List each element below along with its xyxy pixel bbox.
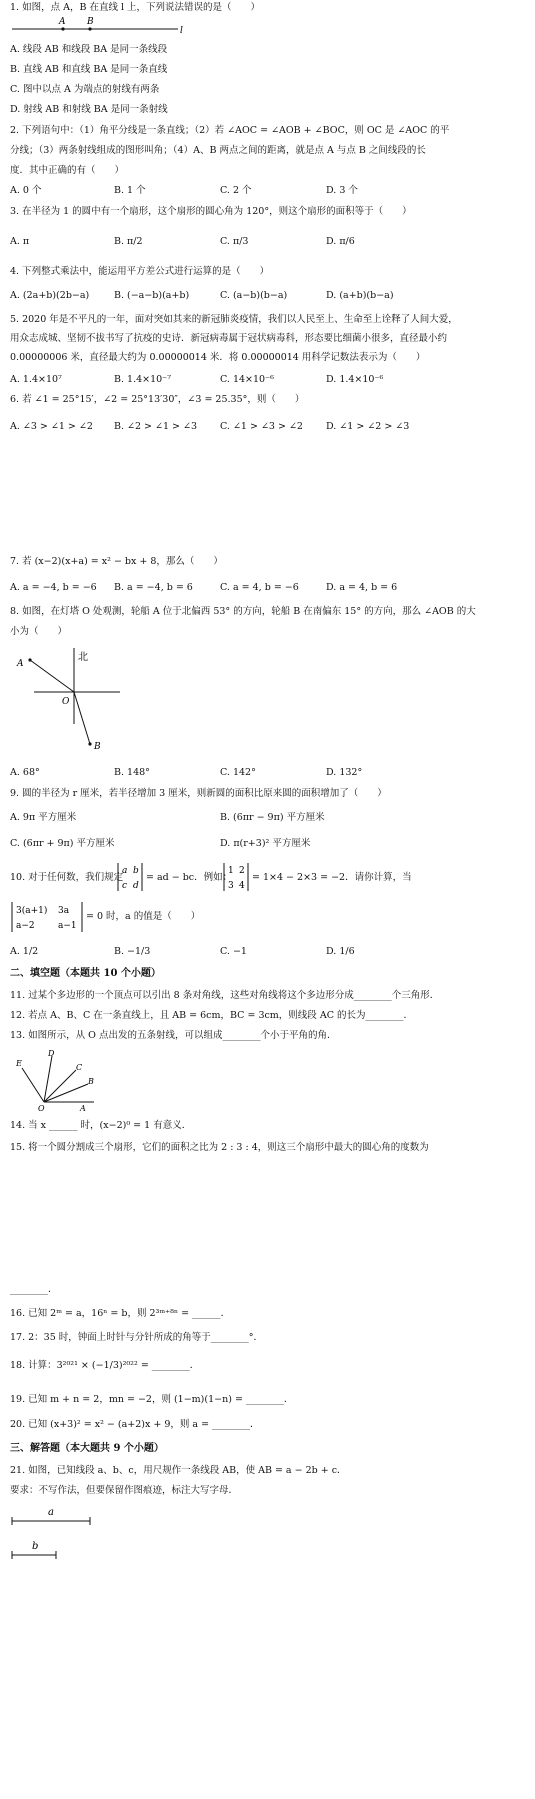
q18-text: 18. 计算：3²⁰²¹ × (−1/3)²⁰²² = ________． bbox=[10, 1360, 200, 1371]
q8-line2: 小为（ ） bbox=[10, 626, 68, 637]
q10-det-abcd bbox=[116, 861, 144, 893]
q20-text: 20. 已知 (x+3)² = x² − (a+2)x + 9，则 a = ________． bbox=[10, 1419, 260, 1430]
q12-text: 12. 若点 A、B、C 在一条直线上，且 AB = 6cm，BC = 3cm，则线段 AC 的长为________． bbox=[10, 1010, 413, 1021]
q2-option-c: C. 2 个 bbox=[220, 185, 252, 196]
q5-line1: 5. 2020 年是不平凡的一年，面对突如其来的新冠肺炎疫情，我们以人民至上、生命至上诠释了人间大爱， bbox=[10, 314, 458, 325]
q5-option-a: A. 1.4×10⁷ bbox=[10, 374, 62, 385]
svg-text:C: C bbox=[76, 1063, 83, 1072]
q1-option-c: C. 图中以点 A 为端点的射线有两条 bbox=[10, 84, 160, 95]
q4-stem: 4. 下列整式乘法中，能运用平方差公式进行运算的是（ ） bbox=[10, 266, 270, 277]
section-solutions-heading: 三、解答题（本大题共 9 个小题） bbox=[10, 1443, 164, 1454]
q21-label-a: a bbox=[48, 1507, 54, 1518]
q10-det-problem bbox=[10, 900, 84, 934]
svg-text:b: b bbox=[133, 866, 139, 876]
q10-line1-b: = ad − bc．例如： bbox=[146, 872, 233, 883]
svg-text:3: 3 bbox=[228, 881, 234, 891]
svg-text:B: B bbox=[88, 1077, 94, 1086]
q2-option-b: B. 1 个 bbox=[114, 185, 146, 196]
q8-compass-figure bbox=[12, 646, 130, 752]
q9-option-c: C. (6πr + 9π) 平方厘米 bbox=[10, 838, 115, 849]
q4-option-b: B. (−a−b)(a+b) bbox=[114, 290, 190, 301]
q16-text: 16. 已知 2ᵐ = a，16ⁿ = b，则 2³ᵐ⁺⁸ⁿ = ______． bbox=[10, 1308, 231, 1319]
q10-line1-c: = 1×4 − 2×3 = −2．请你计算，当 bbox=[252, 872, 412, 883]
q1-option-a: A. 线段 AB 和线段 BA 是同一条线段 bbox=[10, 44, 168, 55]
q13-stem: 13. 如图所示，从 O 点出发的五条射线，可以组成________个小于平角的角． bbox=[10, 1030, 337, 1041]
q10-option-b: B. −1/3 bbox=[114, 946, 151, 957]
q9-option-d: D. π(r+3)² 平方厘米 bbox=[220, 838, 311, 849]
q1-label-l: l bbox=[180, 26, 183, 36]
svg-text:3(a+1): 3(a+1) bbox=[16, 906, 48, 916]
q8-option-a: A. 68° bbox=[10, 767, 40, 778]
q8-line1: 8. 如图，在灯塔 O 处观测，轮船 A 位于北偏西 53° 的方向，轮船 B 在南偏东 15° 的方向，那么 ∠AOB 的大 bbox=[10, 606, 476, 617]
q15-text: 15. 将一个圆分割成三个扇形，它们的面积之比为 2 : 3 : 4，则这三个扇形中最大的圆心角的度数为 bbox=[10, 1142, 429, 1153]
q10-option-c: C. −1 bbox=[220, 946, 247, 957]
q6-option-c: C. ∠1 > ∠3 > ∠2 bbox=[220, 421, 303, 432]
svg-text:1: 1 bbox=[228, 866, 234, 876]
q3-stem: 3. 在半径为 1 的圆中有一个扇形，这个扇形的圆心角为 120°，则这个扇形的面积等于（ ） bbox=[10, 206, 412, 217]
q1-line-figure bbox=[10, 14, 190, 36]
q4-option-d: D. (a+b)(b−a) bbox=[326, 290, 394, 301]
svg-text:D: D bbox=[48, 1049, 55, 1058]
q9-stem: 9. 圆的半径为 r 厘米，若半径增加 3 厘米，则新圆的面积比原来圆的面积增加了（ ） bbox=[10, 788, 387, 799]
q21-line1: 21. 如图，已知线段 a、b、c，用尺规作一条线段 AB，使 AB = a − 2b + c． bbox=[10, 1465, 347, 1476]
q3-option-b: B. π/2 bbox=[114, 236, 143, 247]
svg-text:E: E bbox=[16, 1059, 22, 1068]
q7-option-c: C. a = 4, b = −6 bbox=[220, 582, 299, 593]
q2-line1: 2. 下列语句中：（1）角平分线是一条直线；（2）若 ∠AOC = ∠AOB + ∠BOC，则 OC 是 ∠AOC 的平 bbox=[10, 125, 450, 136]
q8-label-O: O bbox=[62, 697, 70, 707]
q21-segments-figure bbox=[10, 1505, 100, 1565]
q6-option-b: B. ∠2 > ∠1 > ∠3 bbox=[114, 421, 198, 432]
q10-option-d: D. 1/6 bbox=[326, 946, 355, 957]
svg-text:A: A bbox=[80, 1104, 86, 1112]
svg-text:d: d bbox=[133, 881, 139, 891]
q8-option-b: B. 148° bbox=[114, 767, 150, 778]
q10-option-a: A. 1/2 bbox=[10, 946, 39, 957]
q2-line3: 度．其中正确的有（ ） bbox=[10, 165, 125, 176]
q8-label-A: A bbox=[17, 659, 24, 669]
q5-line3: 0.00000006 米，直径最大约为 0.00000014 米．将 0.00000014 用科学记数法表示为（ ） bbox=[10, 352, 426, 363]
q3-option-d: D. π/6 bbox=[326, 236, 355, 247]
svg-text:3a: 3a bbox=[58, 906, 70, 916]
q3-option-c: C. π/3 bbox=[220, 236, 249, 247]
q8-option-c: C. 142° bbox=[220, 767, 256, 778]
q11-text: 11. 过某个多边形的一个顶点可以引出 8 条对角线，这些对角线将这个多边形分成________个三角形． bbox=[10, 990, 440, 1001]
svg-text:2: 2 bbox=[239, 866, 245, 876]
q2-option-d: D. 3 个 bbox=[326, 185, 358, 196]
svg-text:a−1: a−1 bbox=[58, 921, 77, 931]
q3-option-a: A. π bbox=[10, 236, 30, 247]
q5-option-b: B. 1.4×10⁻⁷ bbox=[114, 374, 171, 385]
q10-line2: = 0 时，a 的值是（ ） bbox=[86, 911, 201, 922]
q6-option-a: A. ∠3 > ∠1 > ∠2 bbox=[10, 421, 93, 432]
q4-option-c: C. (a−b)(b−a) bbox=[220, 290, 288, 301]
svg-text:a: a bbox=[122, 866, 128, 876]
svg-text:4: 4 bbox=[239, 881, 245, 891]
q15-blank: ________． bbox=[10, 1284, 58, 1295]
q17-text: 17. 2：35 时，钟面上时针与分针所成的角等于________°． bbox=[10, 1332, 264, 1343]
q6-stem: 6. 若 ∠1 = 25°15′，∠2 = 25°13′30″，∠3 = 25.35°，则（ ） bbox=[10, 394, 305, 405]
q4-option-a: A. (2a+b)(2b−a) bbox=[10, 290, 90, 301]
q19-text: 19. 已知 m + n = 2，mn = −2，则 (1−m)(1−n) = ________． bbox=[10, 1394, 294, 1405]
q2-line2: 分线；（3）两条射线组成的图形叫角；（4）A、B 两点之间的距离，就是点 A 与点 B 之间线段的长 bbox=[10, 145, 426, 156]
q1-option-d: D. 射线 AB 和射线 BA 是同一条射线 bbox=[10, 104, 168, 115]
svg-text:a−2: a−2 bbox=[16, 921, 35, 931]
q1-label-A: A bbox=[59, 17, 66, 27]
q6-option-d: D. ∠1 > ∠2 > ∠3 bbox=[326, 421, 410, 432]
q21-line2: 要求：不写作法，但要保留作图痕迹，标注大写字母． bbox=[10, 1485, 239, 1496]
q1-option-b: B. 直线 AB 和直线 BA 是同一条直线 bbox=[10, 64, 168, 75]
q1-label-B: B bbox=[87, 17, 94, 27]
q7-option-a: A. a = −4, b = −6 bbox=[10, 582, 97, 593]
svg-text:c: c bbox=[122, 881, 128, 891]
q1-stem: 1. 如图，点 A，B 在直线 l 上，下列说法错误的是（ ） bbox=[10, 2, 261, 13]
q5-option-d: D. 1.4×10⁻⁶ bbox=[326, 374, 384, 385]
q10-line1-a: 10. 对于任何数，我们规定 bbox=[10, 872, 124, 883]
section-fill-in-heading: 二、填空题（本题共 10 个小题） bbox=[10, 968, 161, 979]
svg-text:O: O bbox=[38, 1104, 45, 1112]
q9-option-a: A. 9π 平方厘米 bbox=[10, 812, 77, 823]
q14-text: 14. 当 x ______ 时，(x−2)⁰ = 1 有意义． bbox=[10, 1120, 192, 1131]
q7-stem: 7. 若 (x−2)(x+a) = x² − bx + 8，那么（ ） bbox=[10, 556, 223, 567]
q5-line2: 用众志成城、坚韧不拔书写了抗疫的史诗．新冠病毒属于冠状病毒科，形态要比细菌小很多，直径最小约 bbox=[10, 333, 448, 344]
q8-label-B: B bbox=[94, 742, 101, 752]
q8-option-d: D. 132° bbox=[326, 767, 363, 778]
q8-label-north: 北 bbox=[78, 652, 88, 663]
q7-option-d: D. a = 4, b = 6 bbox=[326, 582, 398, 593]
q9-option-b: B. (6πr − 9π) 平方厘米 bbox=[220, 812, 325, 823]
q13-rays-figure bbox=[14, 1048, 98, 1112]
q21-label-b: b bbox=[32, 1541, 39, 1552]
q10-det-example bbox=[222, 861, 250, 893]
q2-option-a: A. 0 个 bbox=[10, 185, 42, 196]
q5-option-c: C. 14×10⁻⁶ bbox=[220, 374, 274, 385]
q7-option-b: B. a = −4, b = 6 bbox=[114, 582, 193, 593]
